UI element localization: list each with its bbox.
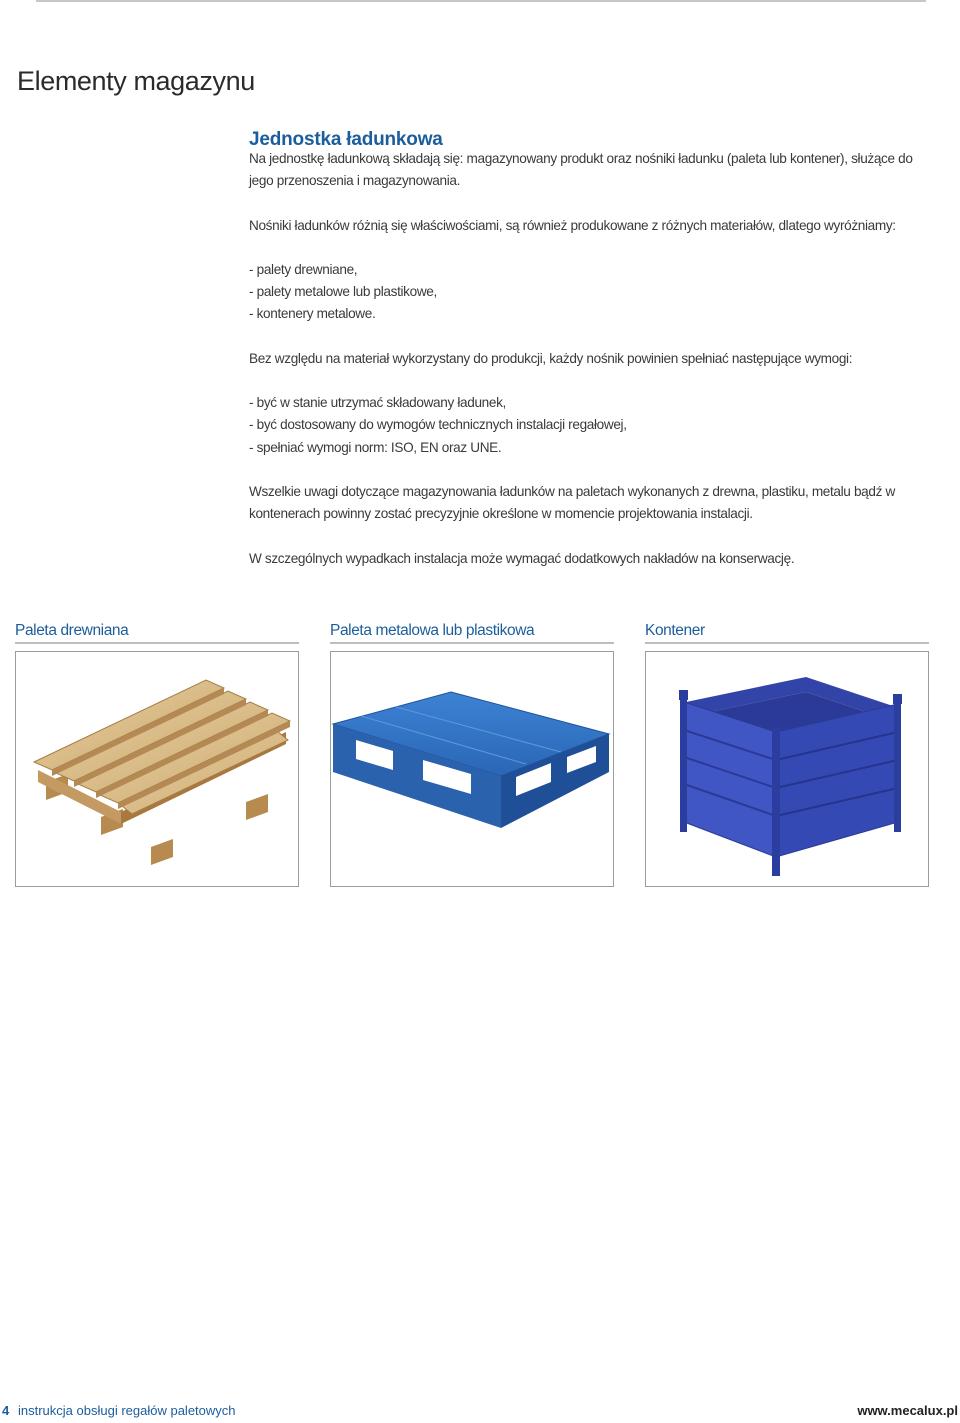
paragraph-carriers bbox=[249, 215, 929, 237]
top-rule bbox=[36, 0, 926, 2]
footer-document-title: instrukcja obsługi regałów paletowych bbox=[18, 1403, 236, 1418]
list-item: - być w stanie utrzymać składowany ładunek, bbox=[249, 395, 506, 411]
carrier-wooden-pallet bbox=[15, 620, 299, 887]
plastic-pallet-image bbox=[330, 651, 614, 887]
list-item: - spełniać wymogi norm: ISO, EN oraz UNE. bbox=[249, 439, 502, 455]
footer-website-link[interactable]: www.mecalux.pl bbox=[857, 1403, 958, 1418]
carrier-plastic-pallet bbox=[330, 620, 614, 887]
paragraph-maintenance: W szczególnych wypadkach instalacja może wymagać dodatkowych nakładów na konserwację. bbox=[249, 550, 795, 566]
paragraph-requirements bbox=[249, 348, 929, 370]
carrier-title: Paleta metalowa lub plastikowa bbox=[330, 622, 535, 639]
section-body bbox=[249, 148, 929, 570]
list-item: - palety metalowe lub plastikowe, bbox=[249, 284, 437, 300]
divider bbox=[645, 642, 929, 644]
page-number: 4 bbox=[2, 1403, 10, 1418]
carrier-title: Paleta drewniana bbox=[15, 622, 129, 639]
carrier-title: Kontener bbox=[645, 622, 705, 639]
paragraph-intro: Na jednostkę ładunkową składają się: magazynowany produkt oraz nośniki ładunku (paleta lub kontener), służące do jego przenoszenia i magazynowania. bbox=[249, 151, 913, 189]
paragraph-remarks: Wszelkie uwagi dotyczące magazynowania ładunków na paletach wykonanych z drewna, plastiku, metalu bądź w kontenerach powinny zostać precyzyjnie określone w momencie projektowania instalacji. bbox=[249, 483, 895, 522]
wooden-pallet-image bbox=[15, 651, 299, 887]
section-title: Jednostka ładunkowa bbox=[249, 128, 443, 150]
paragraph-carriers-intro: Nośniki ładunków różnią się właściwościami, są również produkowane z różnych materiałów, dlatego wyróżniamy: bbox=[249, 217, 896, 233]
divider bbox=[330, 642, 614, 644]
list-item: - palety drewniane, bbox=[249, 261, 358, 277]
container-image bbox=[645, 651, 929, 887]
container-icon bbox=[646, 652, 928, 886]
paragraph-requirements-intro: Bez względu na materiał wykorzystany do produkcji, każdy nośnik powinien spełniać następujące wymogi: bbox=[249, 350, 853, 366]
page-title: Elementy magazynu bbox=[17, 66, 255, 97]
requirements-list bbox=[249, 392, 929, 459]
list-item: - kontenery metalowe. bbox=[249, 306, 376, 322]
page-footer bbox=[0, 1403, 960, 1423]
wooden-pallet-icon bbox=[16, 652, 298, 886]
plastic-pallet-icon bbox=[331, 652, 613, 886]
carrier-container bbox=[645, 620, 929, 887]
divider bbox=[15, 642, 299, 644]
carrier-types-list bbox=[249, 259, 929, 326]
list-item: - być dostosowany do wymogów technicznych instalacji regałowej, bbox=[249, 417, 627, 433]
